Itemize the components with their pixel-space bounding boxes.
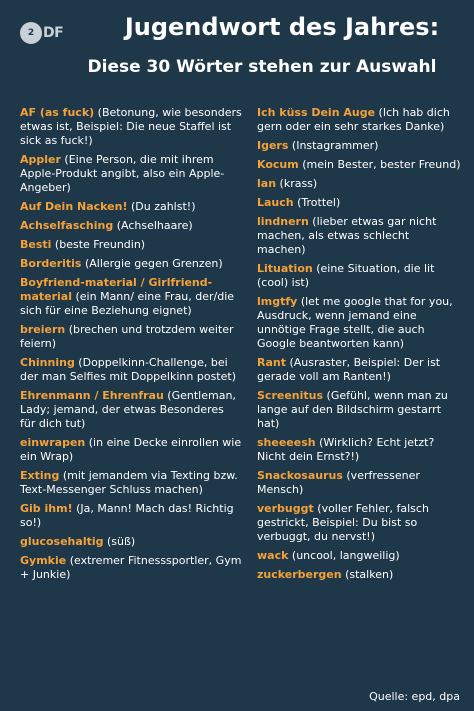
word-definition: (ein Mann/ eine Frau, der/die sich für eine Beziehung eignet) <box>20 290 235 317</box>
word-definition: (krass) <box>276 177 318 190</box>
word-definition: (Gefühl, wenn man zu lange auf den Bildschirm gestarrt hat) <box>257 389 448 430</box>
word-entry <box>20 356 242 384</box>
word-term: Achselfasching <box>20 219 114 232</box>
word-term: AF (as fuck) <box>20 106 95 119</box>
word-definition: (voller Fehler, falsch gestrickt, Beispiel: Du bist so verbuggt, du nervst!) <box>257 502 429 543</box>
word-entry <box>20 535 242 549</box>
word-entry <box>20 200 242 214</box>
word-definition: (let me google that for you, Ausdruck, wenn jemand eine unnötige Frage stellt, die auch Google beantworten kann) <box>257 295 453 350</box>
word-entry <box>257 106 461 134</box>
word-definition: (Ausraster, Beispiel: Der ist gerade voll am Ranten!) <box>257 356 441 383</box>
word-entry <box>257 177 461 191</box>
word-entry <box>20 389 242 431</box>
word-term: Gib ihm! <box>20 502 73 515</box>
word-term: Borderitis <box>20 257 82 270</box>
word-definition: (Instagrammer) <box>288 139 379 152</box>
word-term: Rant <box>257 356 286 369</box>
source-credit: Quelle: epd, dpa <box>369 690 460 703</box>
word-definition: (Allergie gegen Grenzen) <box>81 257 223 270</box>
word-term: zuckerbergen <box>257 568 342 581</box>
word-entry <box>20 153 242 195</box>
word-term: wack <box>257 549 289 562</box>
word-term: Igers <box>257 139 289 152</box>
word-definition: (extremer Fitnesssportler, Gym + Junkie) <box>20 554 242 581</box>
left-column <box>20 106 242 587</box>
word-term: Auf Dein Nacken! <box>20 200 128 213</box>
word-term: Lauch <box>257 196 294 209</box>
word-term: Lituation <box>257 262 313 275</box>
word-definition: (Wirklich? Echt jetzt? Nicht dein Ernst?!) <box>257 436 435 463</box>
word-term: Gymkie <box>20 554 67 567</box>
page-title: Jugendwort des Jahres: <box>124 13 440 41</box>
word-entry <box>257 139 461 153</box>
word-entry <box>20 502 242 530</box>
right-column <box>257 106 461 587</box>
word-term: Chinning <box>20 356 75 369</box>
word-definition: (Doppelkinn-Challenge, bei der man Selfies mit Doppelkinn postet) <box>20 356 236 383</box>
word-term: einwrapen <box>20 436 86 449</box>
word-definition: (stalken) <box>341 568 394 581</box>
word-entry <box>257 389 461 431</box>
word-entry <box>257 196 461 210</box>
word-definition: (verfressener Mensch) <box>257 469 420 496</box>
word-definition: (Achselhaare) <box>113 219 193 232</box>
word-entry <box>257 356 461 384</box>
word-term: Boyfriend-material / Girlfriend-material <box>20 276 213 303</box>
word-entry <box>20 219 242 233</box>
word-definition: (Eine Person, die mit ihrem Apple-Produkt angibt, also ein Apple-Angeber) <box>20 153 225 194</box>
word-term: Screenitus <box>257 389 324 402</box>
word-definition: (brechen und trotzdem weiter feiern) <box>20 323 234 350</box>
word-entry <box>257 436 461 464</box>
word-term: Besti <box>20 238 52 251</box>
word-definition: (lieber etwas gar nicht machen, als etwas schlecht machen) <box>257 215 437 256</box>
word-entry <box>20 469 242 497</box>
word-entry <box>20 276 242 318</box>
word-entry <box>257 295 461 351</box>
word-entry <box>20 323 242 351</box>
word-entry <box>20 436 242 464</box>
word-term: Appler <box>20 153 61 166</box>
word-definition: (eine Situation, die lit (cool) ist) <box>257 262 435 289</box>
word-definition: (uncool, langweilig) <box>288 549 400 562</box>
word-entry <box>257 469 461 497</box>
word-term: lan <box>257 177 277 190</box>
word-term: glucosehaltig <box>20 535 104 548</box>
word-term: lmgtfy <box>257 295 298 308</box>
word-entry <box>20 106 242 148</box>
word-entry <box>20 238 242 252</box>
word-term: sheeeesh <box>257 436 316 449</box>
logo-badge: 2 <box>20 22 42 44</box>
word-term: Ehrenmann / Ehrenfrau <box>20 389 164 402</box>
word-entry <box>257 262 461 290</box>
page-subtitle: Diese 30 Wörter stehen zur Auswahl <box>87 57 437 77</box>
word-definition: (Ja, Mann! Mach das! Richtig so!) <box>20 502 234 529</box>
word-entry <box>257 568 461 582</box>
word-term: Snackosaurus <box>257 469 343 482</box>
word-definition: (Trottel) <box>293 196 341 209</box>
word-entry <box>257 158 461 172</box>
word-entry <box>20 554 242 582</box>
word-term: lindnern <box>257 215 309 228</box>
word-definition: (in eine Decke einrollen wie ein Wrap) <box>20 436 242 463</box>
logo-text: DF <box>43 25 64 41</box>
word-term: verbuggt <box>257 502 314 515</box>
word-term: Ich küss Dein Auge <box>257 106 376 119</box>
word-entry <box>20 257 242 271</box>
word-term: breiern <box>20 323 66 336</box>
word-definition: (mit jemandem via Texting bzw. Text-Messenger Schluss machen) <box>20 469 238 496</box>
word-definition: (süß) <box>103 535 136 548</box>
word-definition: (beste Freundin) <box>51 238 146 251</box>
word-definition: (Du zahlst!) <box>127 200 196 213</box>
word-term: Kocum <box>257 158 299 171</box>
word-definition: (Ich hab dich gern oder ein sehr starkes Danke) <box>257 106 450 133</box>
word-entry <box>257 215 461 257</box>
word-definition: (mein Bester, bester Freund) <box>298 158 461 171</box>
zdf-logo <box>20 22 63 44</box>
word-entry <box>257 549 461 563</box>
word-term: Exting <box>20 469 60 482</box>
word-definition: (Betonung, wie besonders etwas ist, Beispiel: Die neue Staffel ist sick as fuck!) <box>20 106 242 147</box>
word-entry <box>257 502 461 544</box>
word-definition: (Gentleman, Lady; jemand, der etwas Besonderes für dich tut) <box>20 389 236 430</box>
